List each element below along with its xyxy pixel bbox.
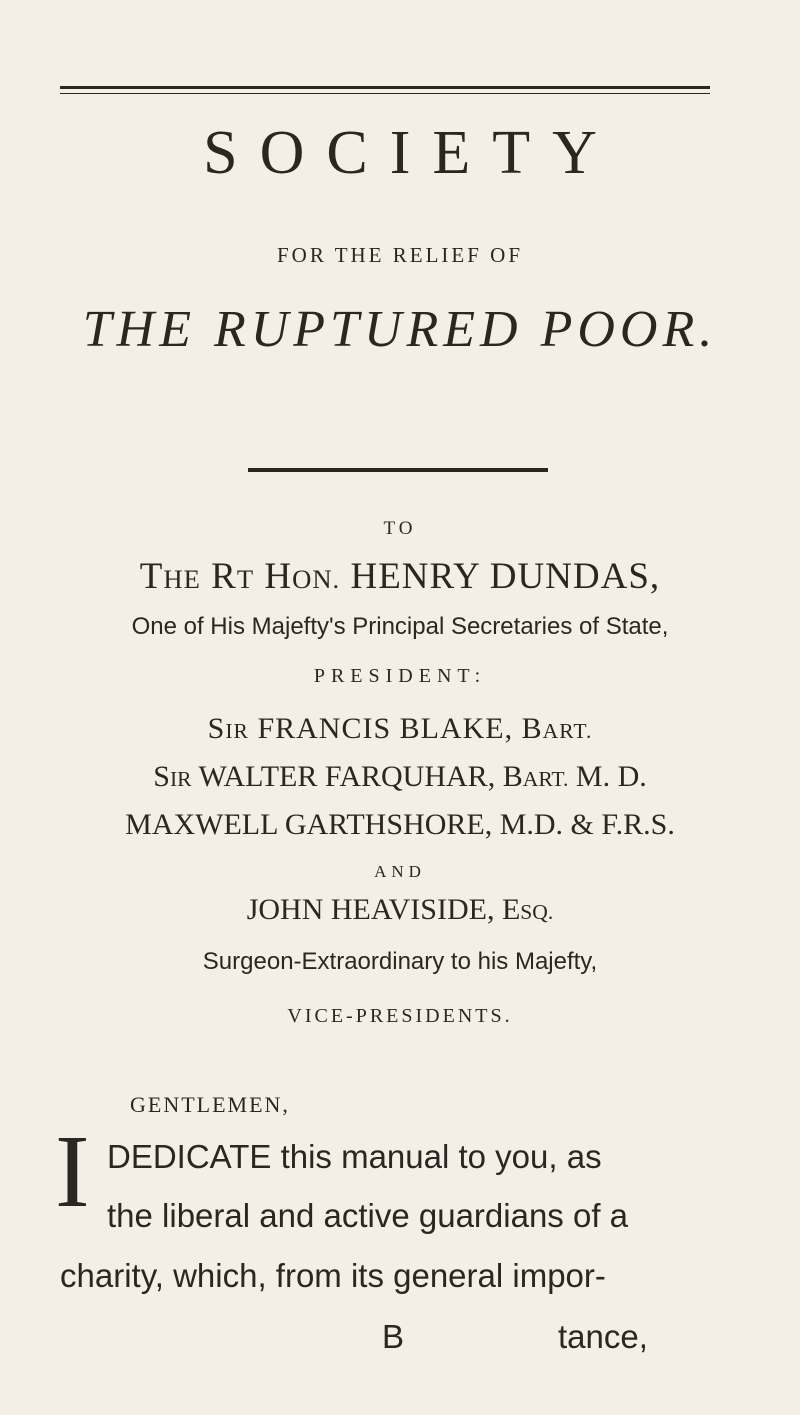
walter-bart-rest: ART. [522,767,569,791]
officer-farquhar [0,760,800,794]
john-esq-rest: SQ. [520,900,554,924]
dedicatee-title: One of His Majefty's Principal Secretaries of State, [131,613,669,640]
dedication-to: TO [383,518,417,539]
blake-bart-cap: B [521,712,543,745]
walter-sir-rest: IR [169,767,192,791]
paragraph-line-1: DEDICATE this manual to you, as [107,1138,602,1175]
blake-bart-rest: ART. [542,719,593,743]
paragraph-line-3: charity, which, from its general impor- [60,1257,606,1294]
title-ruptured-poor: THE RUPTURED POOR. [82,301,718,358]
walter-name: WALTER FARQUHAR, [198,760,496,793]
blake-sir-rest: IR [225,719,249,743]
dedicatee-name: HENRY DUNDAS, [350,556,661,597]
officer-heaviside [0,893,800,927]
dedicatee-line [0,555,800,598]
drop-cap: I [55,1114,90,1229]
blake-name: FRANCIS BLAKE, [257,712,514,745]
salutation: GENTLEMEN, [130,1092,290,1117]
title-relief: FOR THE RELIEF OF [276,243,524,267]
walter-suffix: M. D. [575,760,647,793]
officer-garthshore: MAXWELL GARTHSHORE, M.D. & F.R.S. [125,808,675,841]
paragraph-line-2: the liberal and active guardians of a [107,1197,629,1234]
prefix-the-rest: HE [163,564,201,594]
prefix-hon-rest: ON. [292,564,341,594]
blake-sir-cap: S [207,712,226,745]
prefix-rt-rest: T [236,564,255,594]
signature-mark: B [382,1318,405,1355]
heaviside-title: Surgeon-Extraordinary to his Majefty, [202,948,598,975]
top-double-rule [60,86,710,94]
walter-bart-cap: B [502,760,523,793]
prefix-rt-cap: R [211,556,237,597]
middle-rule [248,468,548,472]
officer-blake [0,712,800,746]
and-label: AND [374,862,426,881]
john-name: JOHN HEAVISIDE, [246,893,495,926]
prefix-hon-cap: H [264,556,293,597]
title-society: SOCIETY [203,119,619,187]
walter-sir-cap: S [153,760,170,793]
john-esq-cap: E [501,893,521,926]
vice-presidents-label: VICE-PRESIDENTS. [287,1005,513,1027]
president-label: PRESIDENT: [313,665,487,687]
prefix-the-cap: T [139,556,164,597]
catchword: tance, [558,1318,648,1355]
